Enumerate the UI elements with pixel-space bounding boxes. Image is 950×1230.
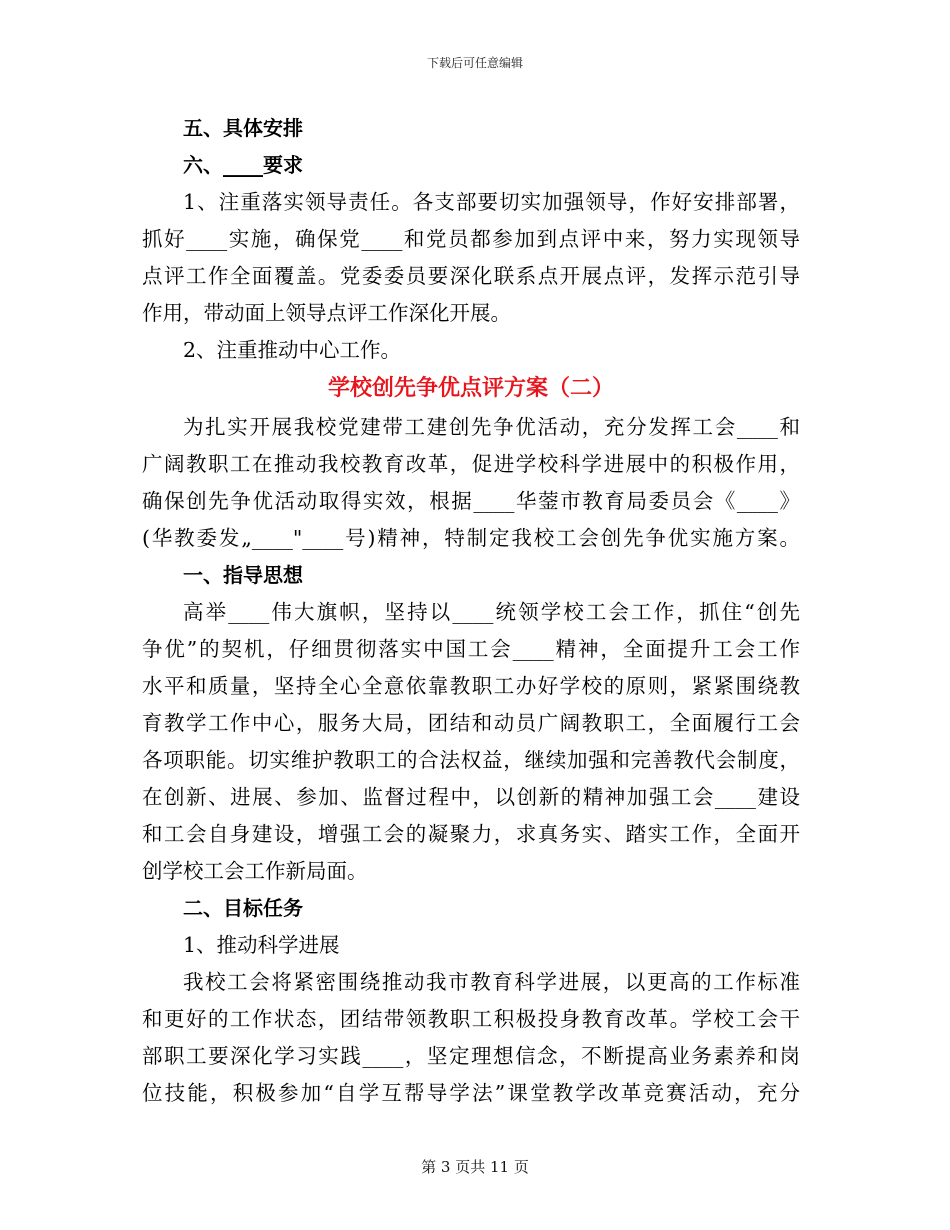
paragraph-line: 各项职能。切实维护教职工的合法权益，继续加强和完善教代会制度， [142,748,800,772]
requirement-2-line: 2、注重推动中心工作。 [183,338,402,362]
intro-paragraph [142,409,800,557]
paragraph-line: 高举____伟大旗帜，坚持以____统领学校工会工作，抓住“创先 [183,600,800,624]
paragraph-line: 位技能，积极参加“自学互帮导学法”课堂教学改革竞赛活动，充分 [142,1081,800,1105]
goal-item-1-paragraph [142,964,800,1112]
paragraph-line: 水平和质量，坚持全心全意依靠教职工办好学校的原则，紧紧围绕教 [142,674,800,698]
guiding-ideology-paragraph [142,594,800,890]
paragraph-line: 广阔教职工在推动我校教育改革，促进学校科学进展中的积极作用， [142,452,800,476]
document-title: 学校创先争优点评方案（二） [327,376,614,401]
section-heading-arrangement: 五、具体安排 [183,116,303,140]
document-body [142,110,800,1112]
section-heading-guiding-ideology: 一、指导思想 [183,563,303,587]
page-number-footer: 第 3 页共 11 页 [421,1158,529,1176]
paragraph-line: 作用，带动面上领导点评工作深化开展。 [142,301,511,325]
paragraph-line: 确保创先争优活动取得实效，根据____华蓥市教育局委员会《____》 [142,489,800,513]
paragraph-line: 在创新、进展、参加、监督过程中，以创新的精神加强工会____建设 [142,785,800,809]
header-note: 下载后可任意编辑 [426,56,523,70]
goal-item-1-heading: 1、推动科学进展 [183,933,340,957]
paragraph-line: 抓好____实施，确保党____和党员都参加到点评中来，努力实现领导 [142,227,800,251]
section-heading-requirements: 六、____要求 [183,153,303,177]
paragraph-line: 1、注重落实领导责任。各支部要切实加强领导，作好安排部署， [183,190,800,214]
paragraph-line: 和工会自身建设，增强工会的凝聚力，求真务实、踏实工作，全面开 [142,822,800,846]
paragraph-line: 我校工会将紧密围绕推动我市教育科学进展，以更高的工作标准 [183,970,800,994]
paragraph-line: 部职工要深化学习实践____，坚定理想信念，不断提高业务素养和岗 [142,1044,800,1068]
paragraph-line: 点评工作全面覆盖。党委委员要深化联系点开展点评，发挥示范引导 [142,264,800,288]
section-heading-goals: 二、目标任务 [183,896,303,920]
paragraph-line: 创学校工会工作新局面。 [142,859,368,883]
paragraph-line: 为扎实开展我校党建带工建创先争优活动，充分发挥工会____和 [183,415,800,439]
paragraph-line: 育教学工作中心，服务大局，团结和动员广阔教职工，全面履行工会 [142,711,800,735]
paragraph-line: (华教委发„____"____号)精神，特制定我校工会创先争优实施方案。 [142,526,800,550]
requirement-1-paragraph [142,184,800,332]
paragraph-line: 和更好的工作状态，团结带领教职工积极投身教育改革。学校工会干 [142,1007,800,1031]
paragraph-line: 争优”的契机，仔细贯彻落实中国工会____精神，全面提升工会工作 [142,637,800,661]
